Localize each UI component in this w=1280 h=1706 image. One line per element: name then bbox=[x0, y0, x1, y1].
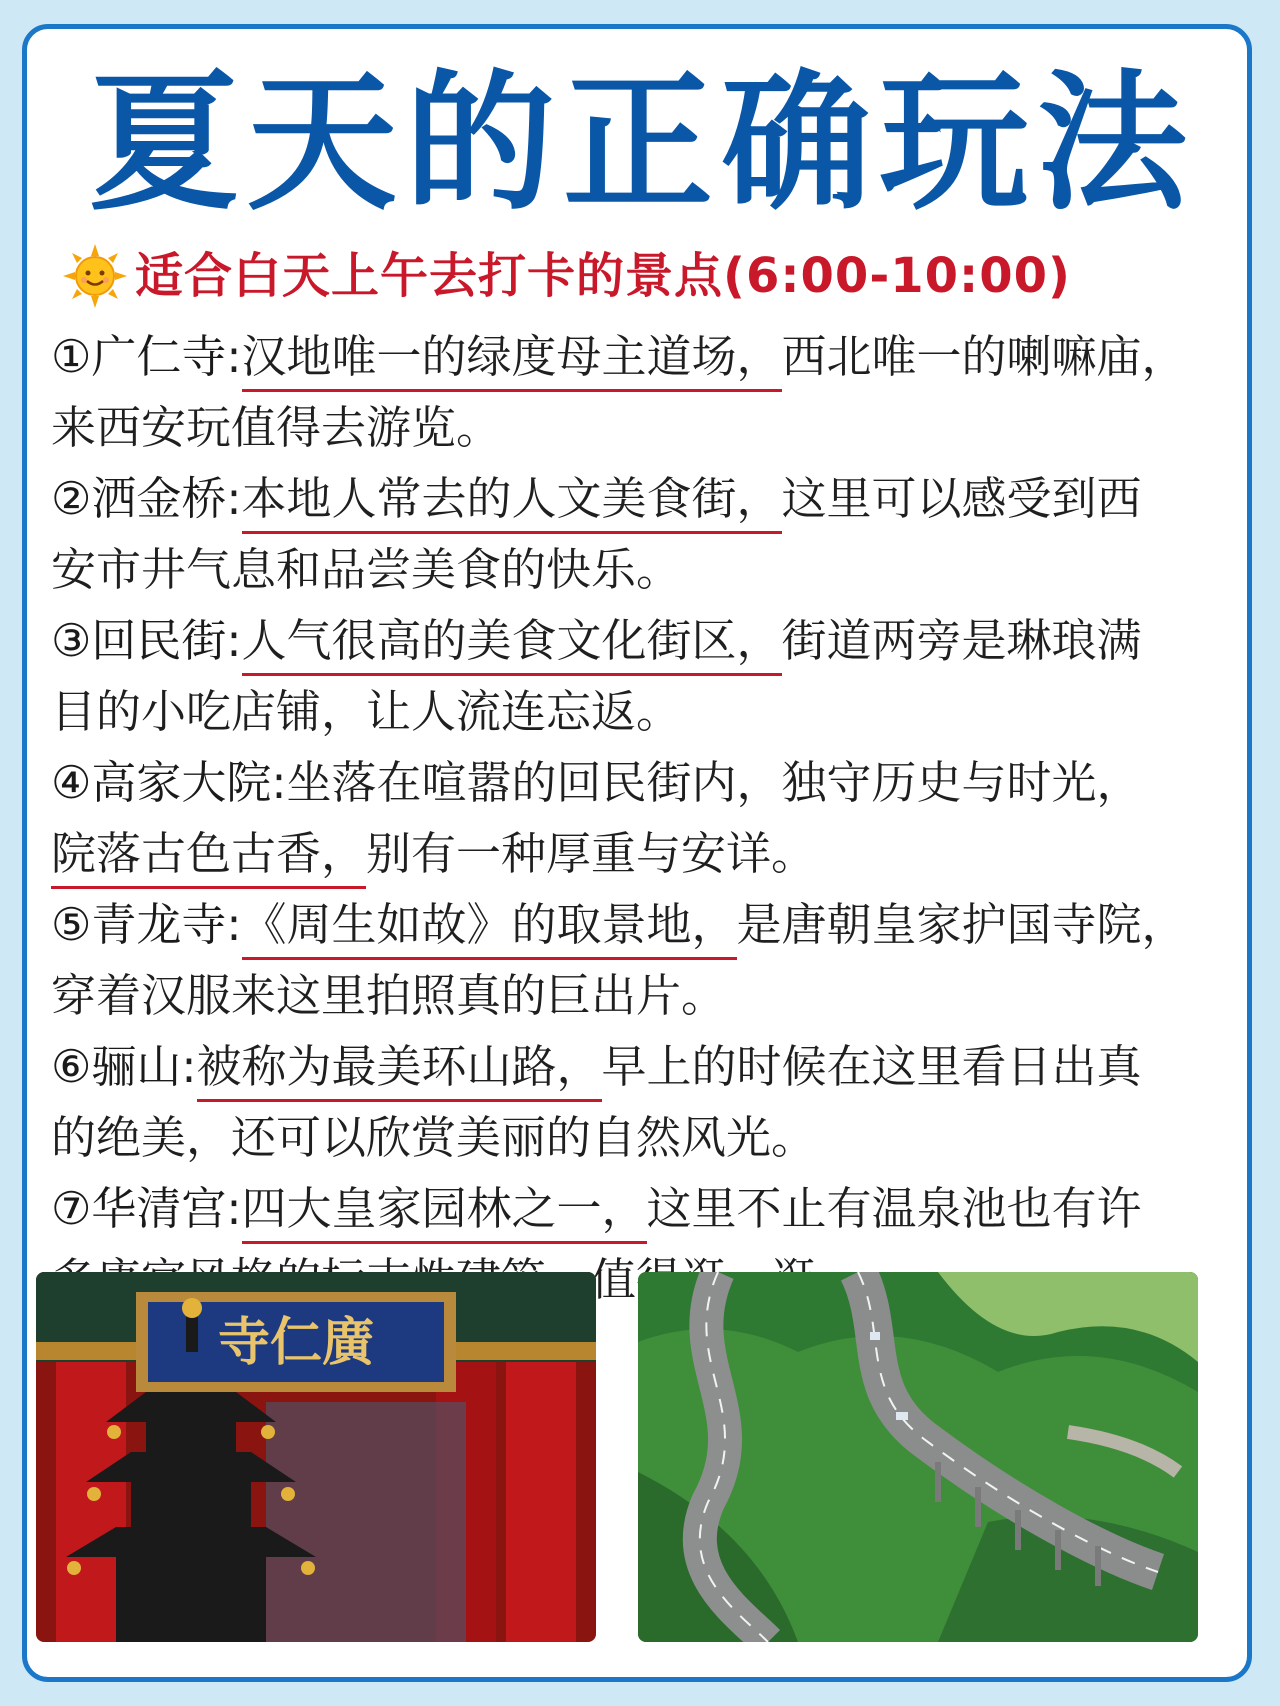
item-text: 别有一种厚重与安详。 bbox=[366, 827, 817, 880]
list-item bbox=[51, 747, 1241, 889]
list-item-line-2 bbox=[51, 818, 1241, 889]
item-separator: : bbox=[226, 614, 242, 667]
item-text: 街道两旁是琳琅满 bbox=[781, 614, 1142, 667]
page-title: 夏天的正确玩法 bbox=[88, 57, 1195, 231]
subtitle-text: 适合白天上午去打卡的景点(6:00-10:00) bbox=[135, 248, 1071, 304]
list-item-line-2: 来西安玩值得去游览。 bbox=[51, 401, 502, 454]
item-highlight: 人气很高的美食文化街区， bbox=[242, 611, 782, 676]
item-separator: : bbox=[271, 756, 287, 809]
item-text: 这里可以感受到西 bbox=[781, 472, 1142, 525]
item-separator: : bbox=[181, 1040, 197, 1093]
item-highlight: 《周生如故》的取景地， bbox=[242, 895, 737, 960]
item-separator: : bbox=[226, 1182, 242, 1235]
list-item bbox=[51, 1031, 1241, 1173]
item-text: 这里不止有温泉池也有许 bbox=[646, 1182, 1142, 1235]
item-name: ⑤青龙寺 bbox=[51, 889, 226, 960]
temple-photo bbox=[36, 1272, 596, 1642]
list-item-line-1 bbox=[51, 321, 1241, 392]
item-name: ①广仁寺 bbox=[51, 321, 226, 392]
list-item-line-1 bbox=[51, 889, 1241, 960]
mountain-road-photo bbox=[638, 1272, 1198, 1642]
list-item-line-2: 的绝美，还可以欣赏美丽的自然风光。 bbox=[51, 1111, 817, 1164]
item-text: 坐落在喧嚣的回民街内，独守历史与时光， bbox=[286, 756, 1142, 809]
item-name: ④高家大院 bbox=[51, 747, 271, 818]
item-name: ③回民街 bbox=[51, 605, 226, 676]
list-item bbox=[51, 463, 1241, 605]
item-separator: : bbox=[226, 472, 242, 525]
temple-illustration bbox=[36, 1272, 596, 1642]
item-name: ⑥骊山 bbox=[51, 1031, 181, 1102]
list-item-line-2: 目的小吃店铺，让人流连忘返。 bbox=[51, 685, 682, 738]
list-item-line-1 bbox=[51, 605, 1241, 676]
sun-icon bbox=[63, 244, 127, 308]
item-text: 西北唯一的喇嘛庙， bbox=[781, 330, 1187, 383]
item-highlight: 被称为最美环山路， bbox=[197, 1037, 602, 1102]
item-separator: : bbox=[226, 898, 242, 951]
subtitle-row bbox=[63, 241, 1071, 311]
item-highlight: 本地人常去的人文美食街， bbox=[242, 469, 782, 534]
item-name: ⑦华清宫 bbox=[51, 1173, 226, 1244]
mountain-road-illustration bbox=[638, 1272, 1198, 1642]
item-highlight: 院落古色古香， bbox=[51, 824, 366, 889]
list-item bbox=[51, 321, 1241, 463]
temple-sign-text: 寺仁廣 bbox=[217, 1312, 375, 1373]
list-item-line-1 bbox=[51, 463, 1241, 534]
item-text: 是唐朝皇家护国寺院， bbox=[736, 898, 1187, 951]
list-item-line-2: 穿着汉服来这里拍照真的巨出片。 bbox=[51, 969, 727, 1022]
list-item-line-1 bbox=[51, 1173, 1241, 1244]
item-name: ②洒金桥 bbox=[51, 463, 226, 534]
list-item-line-1 bbox=[51, 1031, 1241, 1102]
item-text: 早上的时候在这里看日出真 bbox=[601, 1040, 1142, 1093]
list-item-line-2: 安市井气息和品尝美食的快乐。 bbox=[51, 543, 682, 596]
list-item bbox=[51, 889, 1241, 1031]
attraction-list bbox=[51, 321, 1241, 1315]
item-separator: : bbox=[226, 330, 242, 383]
item-highlight: 汉地唯一的绿度母主道场， bbox=[242, 327, 782, 392]
item-highlight: 四大皇家园林之一， bbox=[242, 1179, 647, 1244]
list-item-line-1 bbox=[51, 747, 1241, 818]
list-item bbox=[51, 605, 1241, 747]
